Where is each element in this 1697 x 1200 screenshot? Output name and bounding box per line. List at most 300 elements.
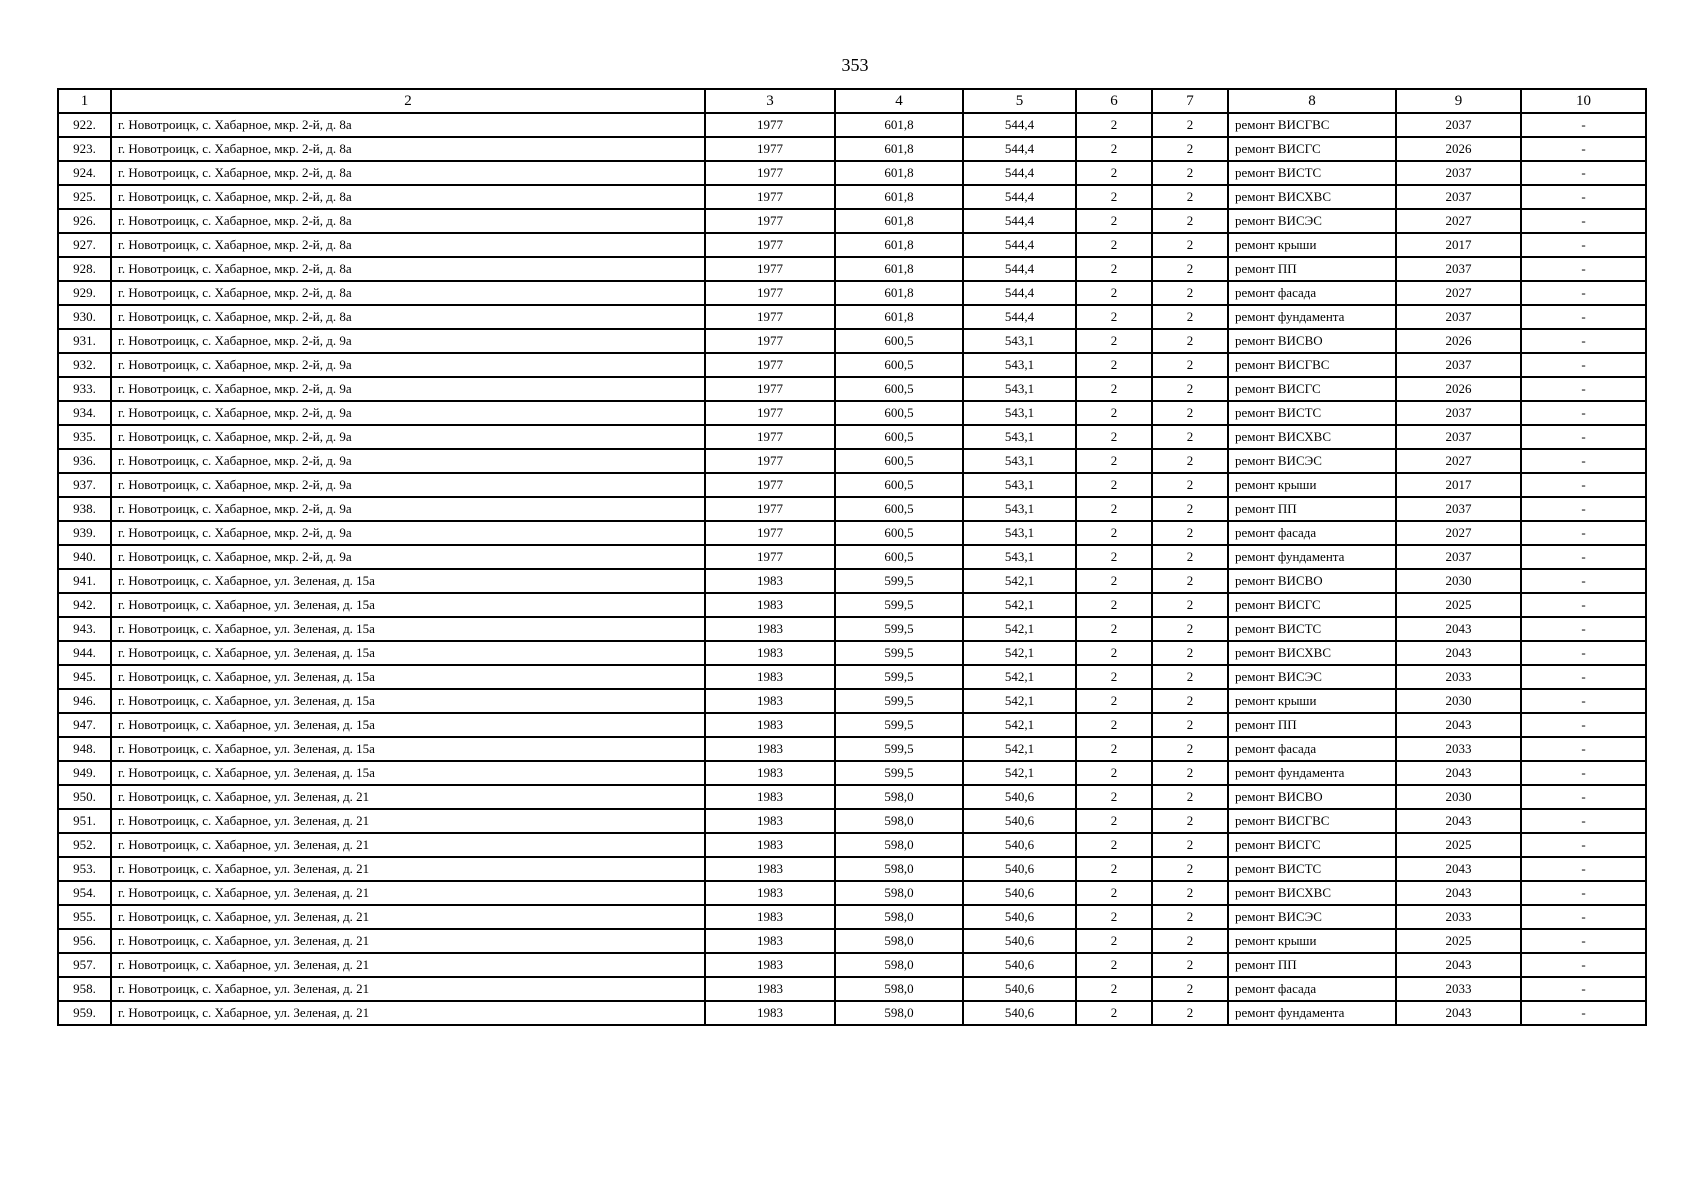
cell-number: 931. bbox=[58, 329, 111, 353]
cell-address: г. Новотроицк, с. Хабарное, ул. Зеленая, д. 15а bbox=[111, 569, 705, 593]
cell-number: 941. bbox=[58, 569, 111, 593]
cell-floors: 2 bbox=[1076, 401, 1152, 425]
cell-floors: 2 bbox=[1076, 353, 1152, 377]
cell-plan-year: 2037 bbox=[1396, 425, 1521, 449]
cell-number: 943. bbox=[58, 617, 111, 641]
cell-address: г. Новотроицк, с. Хабарное, мкр. 2-й, д. 8а bbox=[111, 185, 705, 209]
cell-floors: 2 bbox=[1076, 185, 1152, 209]
cell-address: г. Новотроицк, с. Хабарное, мкр. 2-й, д. 9а bbox=[111, 545, 705, 569]
cell-address: г. Новотроицк, с. Хабарное, ул. Зеленая, д. 21 bbox=[111, 809, 705, 833]
cell-address: г. Новотроицк, с. Хабарное, мкр. 2-й, д. 8а bbox=[111, 233, 705, 257]
cell-living-area: 542,1 bbox=[963, 617, 1076, 641]
cell-address: г. Новотроицк, с. Хабарное, мкр. 2-й, д. 8а bbox=[111, 281, 705, 305]
cell-address: г. Новотроицк, с. Хабарное, ул. Зеленая, д. 15а bbox=[111, 713, 705, 737]
cell-entrances: 2 bbox=[1152, 113, 1228, 137]
table-row bbox=[58, 353, 1646, 377]
cell-entrances: 2 bbox=[1152, 425, 1228, 449]
cell-address: г. Новотроицк, с. Хабарное, ул. Зеленая, д. 21 bbox=[111, 785, 705, 809]
table-header bbox=[58, 89, 1646, 113]
cell-year: 1983 bbox=[705, 857, 835, 881]
cell-entrances: 2 bbox=[1152, 353, 1228, 377]
cell-entrances: 2 bbox=[1152, 569, 1228, 593]
cell-note: - bbox=[1521, 617, 1646, 641]
cell-entrances: 2 bbox=[1152, 497, 1228, 521]
cell-address: г. Новотроицк, с. Хабарное, ул. Зеленая, д. 15а bbox=[111, 761, 705, 785]
cell-address: г. Новотроицк, с. Хабарное, ул. Зеленая, д. 15а bbox=[111, 617, 705, 641]
cell-address: г. Новотроицк, с. Хабарное, ул. Зеленая, д. 21 bbox=[111, 857, 705, 881]
cell-total-area: 600,5 bbox=[835, 425, 963, 449]
cell-number: 935. bbox=[58, 425, 111, 449]
cell-number: 942. bbox=[58, 593, 111, 617]
cell-note: - bbox=[1521, 977, 1646, 1001]
cell-floors: 2 bbox=[1076, 929, 1152, 953]
cell-number: 946. bbox=[58, 689, 111, 713]
cell-address: г. Новотроицк, с. Хабарное, мкр. 2-й, д. 9а bbox=[111, 353, 705, 377]
cell-year: 1983 bbox=[705, 713, 835, 737]
cell-living-area: 540,6 bbox=[963, 857, 1076, 881]
cell-work-type: ремонт ВИСЭС bbox=[1228, 905, 1396, 929]
cell-year: 1983 bbox=[705, 593, 835, 617]
cell-note: - bbox=[1521, 161, 1646, 185]
cell-total-area: 601,8 bbox=[835, 257, 963, 281]
cell-address: г. Новотроицк, с. Хабарное, ул. Зеленая, д. 15а bbox=[111, 641, 705, 665]
cell-total-area: 600,5 bbox=[835, 521, 963, 545]
cell-entrances: 2 bbox=[1152, 737, 1228, 761]
cell-total-area: 599,5 bbox=[835, 641, 963, 665]
cell-floors: 2 bbox=[1076, 617, 1152, 641]
cell-total-area: 601,8 bbox=[835, 281, 963, 305]
table-row bbox=[58, 209, 1646, 233]
cell-work-type: ремонт ВИСГВС bbox=[1228, 353, 1396, 377]
cell-note: - bbox=[1521, 113, 1646, 137]
cell-plan-year: 2027 bbox=[1396, 449, 1521, 473]
cell-number: 958. bbox=[58, 977, 111, 1001]
cell-work-type: ремонт ПП bbox=[1228, 953, 1396, 977]
cell-year: 1983 bbox=[705, 641, 835, 665]
cell-address: г. Новотроицк, с. Хабарное, ул. Зеленая, д. 15а bbox=[111, 593, 705, 617]
cell-floors: 2 bbox=[1076, 425, 1152, 449]
table-body bbox=[58, 113, 1646, 1025]
cell-floors: 2 bbox=[1076, 329, 1152, 353]
cell-entrances: 2 bbox=[1152, 977, 1228, 1001]
cell-plan-year: 2043 bbox=[1396, 617, 1521, 641]
cell-note: - bbox=[1521, 209, 1646, 233]
cell-entrances: 2 bbox=[1152, 209, 1228, 233]
cell-number: 923. bbox=[58, 137, 111, 161]
cell-year: 1977 bbox=[705, 497, 835, 521]
cell-floors: 2 bbox=[1076, 377, 1152, 401]
cell-number: 952. bbox=[58, 833, 111, 857]
cell-year: 1977 bbox=[705, 233, 835, 257]
cell-work-type: ремонт ВИСГС bbox=[1228, 137, 1396, 161]
cell-plan-year: 2030 bbox=[1396, 569, 1521, 593]
cell-work-type: ремонт крыши bbox=[1228, 689, 1396, 713]
cell-work-type: ремонт ВИСГС bbox=[1228, 833, 1396, 857]
cell-entrances: 2 bbox=[1152, 377, 1228, 401]
cell-plan-year: 2027 bbox=[1396, 209, 1521, 233]
cell-note: - bbox=[1521, 641, 1646, 665]
cell-address: г. Новотроицк, с. Хабарное, мкр. 2-й, д. 9а bbox=[111, 449, 705, 473]
table-row bbox=[58, 233, 1646, 257]
cell-year: 1983 bbox=[705, 737, 835, 761]
cell-work-type: ремонт ВИСГС bbox=[1228, 377, 1396, 401]
cell-year: 1977 bbox=[705, 425, 835, 449]
table-row bbox=[58, 569, 1646, 593]
cell-work-type: ремонт фасада bbox=[1228, 281, 1396, 305]
cell-note: - bbox=[1521, 449, 1646, 473]
cell-living-area: 543,1 bbox=[963, 521, 1076, 545]
header-col-number: 1 bbox=[58, 89, 111, 113]
cell-floors: 2 bbox=[1076, 473, 1152, 497]
cell-year: 1983 bbox=[705, 833, 835, 857]
cell-work-type: ремонт ВИСТС bbox=[1228, 617, 1396, 641]
cell-note: - bbox=[1521, 497, 1646, 521]
cell-work-type: ремонт ВИСВО bbox=[1228, 569, 1396, 593]
cell-floors: 2 bbox=[1076, 833, 1152, 857]
cell-living-area: 540,6 bbox=[963, 905, 1076, 929]
header-col-total-area: 4 bbox=[835, 89, 963, 113]
cell-year: 1977 bbox=[705, 161, 835, 185]
table-row bbox=[58, 689, 1646, 713]
cell-total-area: 599,5 bbox=[835, 665, 963, 689]
table-row bbox=[58, 425, 1646, 449]
table-row bbox=[58, 953, 1646, 977]
cell-floors: 2 bbox=[1076, 713, 1152, 737]
cell-floors: 2 bbox=[1076, 665, 1152, 689]
cell-entrances: 2 bbox=[1152, 161, 1228, 185]
cell-number: 959. bbox=[58, 1001, 111, 1025]
cell-living-area: 543,1 bbox=[963, 545, 1076, 569]
cell-number: 938. bbox=[58, 497, 111, 521]
cell-plan-year: 2043 bbox=[1396, 713, 1521, 737]
cell-number: 922. bbox=[58, 113, 111, 137]
cell-note: - bbox=[1521, 353, 1646, 377]
cell-plan-year: 2017 bbox=[1396, 233, 1521, 257]
cell-note: - bbox=[1521, 569, 1646, 593]
cell-living-area: 544,4 bbox=[963, 161, 1076, 185]
registry-table bbox=[57, 88, 1647, 1026]
cell-work-type: ремонт фундамента bbox=[1228, 305, 1396, 329]
cell-plan-year: 2027 bbox=[1396, 281, 1521, 305]
cell-total-area: 598,0 bbox=[835, 953, 963, 977]
cell-address: г. Новотроицк, с. Хабарное, мкр. 2-й, д. 9а bbox=[111, 377, 705, 401]
cell-note: - bbox=[1521, 809, 1646, 833]
cell-entrances: 2 bbox=[1152, 473, 1228, 497]
cell-address: г. Новотроицк, с. Хабарное, мкр. 2-й, д. 9а bbox=[111, 497, 705, 521]
cell-note: - bbox=[1521, 761, 1646, 785]
cell-plan-year: 2043 bbox=[1396, 761, 1521, 785]
cell-year: 1983 bbox=[705, 953, 835, 977]
table-row bbox=[58, 905, 1646, 929]
cell-address: г. Новотроицк, с. Хабарное, мкр. 2-й, д. 8а bbox=[111, 137, 705, 161]
cell-year: 1983 bbox=[705, 977, 835, 1001]
cell-address: г. Новотроицк, с. Хабарное, мкр. 2-й, д. 9а bbox=[111, 329, 705, 353]
cell-work-type: ремонт ВИСГВС bbox=[1228, 809, 1396, 833]
cell-plan-year: 2033 bbox=[1396, 665, 1521, 689]
cell-work-type: ремонт ПП bbox=[1228, 257, 1396, 281]
cell-number: 951. bbox=[58, 809, 111, 833]
table-row bbox=[58, 377, 1646, 401]
cell-living-area: 544,4 bbox=[963, 137, 1076, 161]
cell-floors: 2 bbox=[1076, 449, 1152, 473]
table-row bbox=[58, 113, 1646, 137]
cell-living-area: 542,1 bbox=[963, 593, 1076, 617]
cell-year: 1977 bbox=[705, 305, 835, 329]
cell-note: - bbox=[1521, 257, 1646, 281]
cell-plan-year: 2037 bbox=[1396, 353, 1521, 377]
cell-work-type: ремонт ВИСГС bbox=[1228, 593, 1396, 617]
cell-floors: 2 bbox=[1076, 161, 1152, 185]
cell-work-type: ремонт ВИСГВС bbox=[1228, 113, 1396, 137]
cell-total-area: 601,8 bbox=[835, 113, 963, 137]
cell-entrances: 2 bbox=[1152, 545, 1228, 569]
cell-work-type: ремонт фундамента bbox=[1228, 545, 1396, 569]
table-row bbox=[58, 161, 1646, 185]
cell-entrances: 2 bbox=[1152, 641, 1228, 665]
cell-entrances: 2 bbox=[1152, 905, 1228, 929]
cell-living-area: 544,4 bbox=[963, 281, 1076, 305]
table-row bbox=[58, 833, 1646, 857]
cell-plan-year: 2026 bbox=[1396, 377, 1521, 401]
cell-living-area: 542,1 bbox=[963, 665, 1076, 689]
cell-year: 1977 bbox=[705, 257, 835, 281]
cell-number: 956. bbox=[58, 929, 111, 953]
table-row bbox=[58, 449, 1646, 473]
cell-floors: 2 bbox=[1076, 257, 1152, 281]
cell-work-type: ремонт ВИСВО bbox=[1228, 785, 1396, 809]
cell-number: 947. bbox=[58, 713, 111, 737]
cell-note: - bbox=[1521, 665, 1646, 689]
cell-address: г. Новотроицк, с. Хабарное, ул. Зеленая, д. 21 bbox=[111, 977, 705, 1001]
cell-entrances: 2 bbox=[1152, 689, 1228, 713]
header-col-plan-year: 9 bbox=[1396, 89, 1521, 113]
cell-total-area: 601,8 bbox=[835, 305, 963, 329]
table-row bbox=[58, 857, 1646, 881]
table-row bbox=[58, 497, 1646, 521]
cell-number: 925. bbox=[58, 185, 111, 209]
cell-plan-year: 2033 bbox=[1396, 905, 1521, 929]
cell-work-type: ремонт ВИСЭС bbox=[1228, 665, 1396, 689]
cell-address: г. Новотроицк, с. Хабарное, ул. Зеленая, д. 15а bbox=[111, 737, 705, 761]
cell-plan-year: 2017 bbox=[1396, 473, 1521, 497]
cell-address: г. Новотроицк, с. Хабарное, мкр. 2-й, д. 8а bbox=[111, 113, 705, 137]
cell-floors: 2 bbox=[1076, 1001, 1152, 1025]
cell-living-area: 543,1 bbox=[963, 353, 1076, 377]
cell-living-area: 542,1 bbox=[963, 737, 1076, 761]
cell-work-type: ремонт крыши bbox=[1228, 233, 1396, 257]
cell-year: 1983 bbox=[705, 809, 835, 833]
table-row bbox=[58, 617, 1646, 641]
cell-note: - bbox=[1521, 545, 1646, 569]
cell-year: 1977 bbox=[705, 545, 835, 569]
cell-plan-year: 2043 bbox=[1396, 1001, 1521, 1025]
cell-year: 1983 bbox=[705, 665, 835, 689]
cell-total-area: 599,5 bbox=[835, 761, 963, 785]
cell-living-area: 544,4 bbox=[963, 185, 1076, 209]
cell-note: - bbox=[1521, 425, 1646, 449]
cell-floors: 2 bbox=[1076, 857, 1152, 881]
cell-living-area: 544,4 bbox=[963, 257, 1076, 281]
cell-floors: 2 bbox=[1076, 737, 1152, 761]
cell-living-area: 543,1 bbox=[963, 329, 1076, 353]
cell-floors: 2 bbox=[1076, 641, 1152, 665]
cell-entrances: 2 bbox=[1152, 929, 1228, 953]
cell-note: - bbox=[1521, 137, 1646, 161]
table-row bbox=[58, 641, 1646, 665]
cell-number: 955. bbox=[58, 905, 111, 929]
cell-number: 927. bbox=[58, 233, 111, 257]
header-col-address: 2 bbox=[111, 89, 705, 113]
cell-living-area: 540,6 bbox=[963, 929, 1076, 953]
cell-year: 1977 bbox=[705, 353, 835, 377]
cell-floors: 2 bbox=[1076, 977, 1152, 1001]
cell-total-area: 598,0 bbox=[835, 833, 963, 857]
cell-floors: 2 bbox=[1076, 305, 1152, 329]
cell-entrances: 2 bbox=[1152, 521, 1228, 545]
cell-living-area: 542,1 bbox=[963, 689, 1076, 713]
cell-total-area: 601,8 bbox=[835, 209, 963, 233]
cell-year: 1977 bbox=[705, 449, 835, 473]
cell-living-area: 540,6 bbox=[963, 881, 1076, 905]
cell-floors: 2 bbox=[1076, 953, 1152, 977]
cell-total-area: 598,0 bbox=[835, 785, 963, 809]
cell-work-type: ремонт ВИСЭС bbox=[1228, 209, 1396, 233]
cell-plan-year: 2043 bbox=[1396, 809, 1521, 833]
cell-living-area: 544,4 bbox=[963, 113, 1076, 137]
cell-number: 948. bbox=[58, 737, 111, 761]
cell-living-area: 543,1 bbox=[963, 401, 1076, 425]
cell-floors: 2 bbox=[1076, 137, 1152, 161]
cell-address: г. Новотроицк, с. Хабарное, мкр. 2-й, д. 9а bbox=[111, 401, 705, 425]
table-row bbox=[58, 281, 1646, 305]
cell-work-type: ремонт фундамента bbox=[1228, 761, 1396, 785]
cell-entrances: 2 bbox=[1152, 881, 1228, 905]
cell-note: - bbox=[1521, 305, 1646, 329]
cell-note: - bbox=[1521, 233, 1646, 257]
cell-plan-year: 2033 bbox=[1396, 737, 1521, 761]
cell-plan-year: 2026 bbox=[1396, 329, 1521, 353]
cell-living-area: 544,4 bbox=[963, 209, 1076, 233]
cell-plan-year: 2025 bbox=[1396, 929, 1521, 953]
cell-year: 1983 bbox=[705, 569, 835, 593]
cell-living-area: 542,1 bbox=[963, 641, 1076, 665]
cell-year: 1983 bbox=[705, 905, 835, 929]
cell-work-type: ремонт фундамента bbox=[1228, 1001, 1396, 1025]
cell-number: 932. bbox=[58, 353, 111, 377]
cell-plan-year: 2030 bbox=[1396, 689, 1521, 713]
cell-note: - bbox=[1521, 281, 1646, 305]
cell-total-area: 598,0 bbox=[835, 929, 963, 953]
cell-year: 1983 bbox=[705, 617, 835, 641]
cell-address: г. Новотроицк, с. Хабарное, ул. Зеленая, д. 21 bbox=[111, 905, 705, 929]
cell-entrances: 2 bbox=[1152, 761, 1228, 785]
cell-note: - bbox=[1521, 929, 1646, 953]
cell-address: г. Новотроицк, с. Хабарное, ул. Зеленая, д. 21 bbox=[111, 833, 705, 857]
cell-entrances: 2 bbox=[1152, 665, 1228, 689]
cell-entrances: 2 bbox=[1152, 953, 1228, 977]
table-row bbox=[58, 257, 1646, 281]
cell-address: г. Новотроицк, с. Хабарное, мкр. 2-й, д. 9а bbox=[111, 473, 705, 497]
cell-floors: 2 bbox=[1076, 881, 1152, 905]
cell-year: 1983 bbox=[705, 689, 835, 713]
cell-number: 930. bbox=[58, 305, 111, 329]
cell-floors: 2 bbox=[1076, 809, 1152, 833]
cell-floors: 2 bbox=[1076, 521, 1152, 545]
cell-note: - bbox=[1521, 473, 1646, 497]
cell-work-type: ремонт фасада bbox=[1228, 977, 1396, 1001]
cell-total-area: 601,8 bbox=[835, 161, 963, 185]
cell-plan-year: 2037 bbox=[1396, 185, 1521, 209]
cell-total-area: 598,0 bbox=[835, 905, 963, 929]
table-row bbox=[58, 329, 1646, 353]
cell-total-area: 600,5 bbox=[835, 353, 963, 377]
table-row bbox=[58, 593, 1646, 617]
table-row bbox=[58, 1001, 1646, 1025]
cell-living-area: 540,6 bbox=[963, 833, 1076, 857]
cell-total-area: 601,8 bbox=[835, 185, 963, 209]
cell-work-type: ремонт ВИСТС bbox=[1228, 401, 1396, 425]
cell-living-area: 540,6 bbox=[963, 977, 1076, 1001]
cell-note: - bbox=[1521, 329, 1646, 353]
cell-year: 1983 bbox=[705, 881, 835, 905]
cell-note: - bbox=[1521, 833, 1646, 857]
cell-plan-year: 2037 bbox=[1396, 401, 1521, 425]
cell-living-area: 542,1 bbox=[963, 713, 1076, 737]
cell-entrances: 2 bbox=[1152, 617, 1228, 641]
cell-floors: 2 bbox=[1076, 497, 1152, 521]
header-col-note: 10 bbox=[1521, 89, 1646, 113]
cell-entrances: 2 bbox=[1152, 257, 1228, 281]
cell-work-type: ремонт ВИСХВС bbox=[1228, 641, 1396, 665]
cell-plan-year: 2025 bbox=[1396, 833, 1521, 857]
cell-entrances: 2 bbox=[1152, 593, 1228, 617]
cell-living-area: 543,1 bbox=[963, 497, 1076, 521]
cell-note: - bbox=[1521, 905, 1646, 929]
table-row bbox=[58, 305, 1646, 329]
cell-address: г. Новотроицк, с. Хабарное, ул. Зеленая, д. 21 bbox=[111, 953, 705, 977]
table-row bbox=[58, 737, 1646, 761]
cell-year: 1983 bbox=[705, 1001, 835, 1025]
cell-total-area: 599,5 bbox=[835, 713, 963, 737]
cell-number: 933. bbox=[58, 377, 111, 401]
cell-entrances: 2 bbox=[1152, 1001, 1228, 1025]
cell-note: - bbox=[1521, 1001, 1646, 1025]
table-row bbox=[58, 401, 1646, 425]
cell-living-area: 543,1 bbox=[963, 377, 1076, 401]
cell-plan-year: 2037 bbox=[1396, 161, 1521, 185]
cell-number: 944. bbox=[58, 641, 111, 665]
header-row bbox=[58, 89, 1646, 113]
cell-number: 953. bbox=[58, 857, 111, 881]
cell-note: - bbox=[1521, 737, 1646, 761]
cell-number: 928. bbox=[58, 257, 111, 281]
cell-living-area: 540,6 bbox=[963, 785, 1076, 809]
cell-work-type: ремонт ПП bbox=[1228, 497, 1396, 521]
cell-plan-year: 2030 bbox=[1396, 785, 1521, 809]
cell-total-area: 598,0 bbox=[835, 857, 963, 881]
cell-year: 1977 bbox=[705, 137, 835, 161]
cell-total-area: 598,0 bbox=[835, 809, 963, 833]
cell-floors: 2 bbox=[1076, 905, 1152, 929]
cell-total-area: 600,5 bbox=[835, 449, 963, 473]
cell-year: 1977 bbox=[705, 401, 835, 425]
cell-note: - bbox=[1521, 593, 1646, 617]
cell-entrances: 2 bbox=[1152, 833, 1228, 857]
cell-entrances: 2 bbox=[1152, 185, 1228, 209]
cell-address: г. Новотроицк, с. Хабарное, ул. Зеленая, д. 21 bbox=[111, 881, 705, 905]
cell-plan-year: 2025 bbox=[1396, 593, 1521, 617]
cell-entrances: 2 bbox=[1152, 449, 1228, 473]
